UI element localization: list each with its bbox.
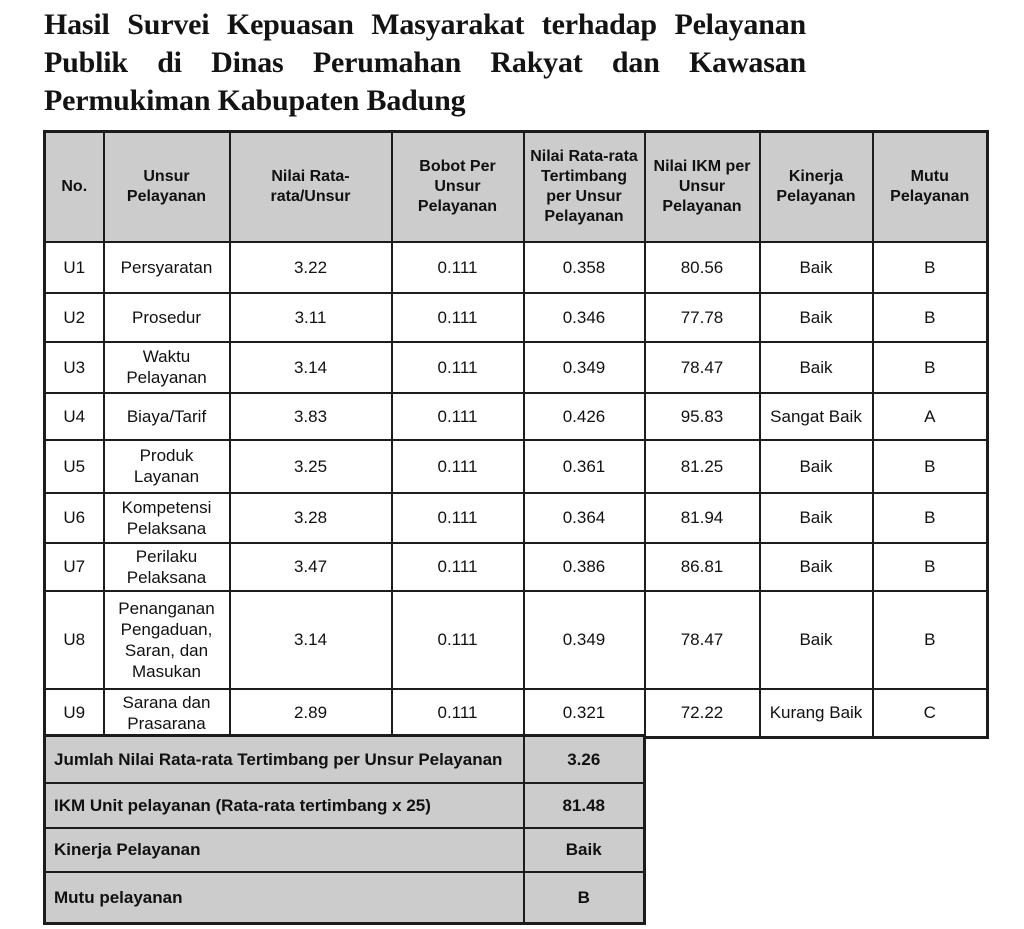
cell-ikm: 86.81 [645, 543, 760, 591]
cell-kinerja: Baik [760, 493, 873, 543]
summary-table [43, 734, 646, 925]
cell-unsur: Waktu Pelayanan [104, 342, 230, 393]
cell-unsur: Persyaratan [104, 242, 230, 293]
cell-nilai: 3.25 [230, 440, 392, 493]
cell-nilai: 3.14 [230, 342, 392, 393]
cell-unsur: Penanganan Pengaduan, Saran, dan Masukan [104, 591, 230, 689]
cell-tertimbang: 0.349 [524, 342, 645, 393]
summary-row-mutu [45, 872, 645, 924]
column-header-mutu: Mutu Pelayanan [873, 132, 988, 242]
cell-unsur: Produk Layanan [104, 440, 230, 493]
summary-row-kinerja [45, 828, 645, 872]
table-row-u9 [45, 689, 988, 738]
cell-unsur: Biaya/Tarif [104, 393, 230, 440]
summary-label: Mutu pelayanan [45, 872, 524, 924]
cell-tertimbang: 0.358 [524, 242, 645, 293]
summary-label: IKM Unit pelayanan (Rata-rata tertimbang x 25) [45, 783, 524, 828]
cell-bobot: 0.111 [392, 342, 524, 393]
cell-mutu: B [873, 342, 988, 393]
cell-mutu: B [873, 493, 988, 543]
cell-no: U8 [45, 591, 104, 689]
summary-label: Kinerja Pelayanan [45, 828, 524, 872]
cell-nilai: 3.22 [230, 242, 392, 293]
table-row-u1 [45, 242, 988, 293]
column-header-nilai-ikm: Nilai IKM per Unsur Pelayanan [645, 132, 760, 242]
cell-no: U3 [45, 342, 104, 393]
summary-row-ikm-unit [45, 783, 645, 828]
cell-unsur: Sarana dan Prasarana [104, 689, 230, 738]
cell-kinerja: Baik [760, 543, 873, 591]
cell-kinerja: Sangat Baik [760, 393, 873, 440]
cell-kinerja: Baik [760, 440, 873, 493]
summary-label: Jumlah Nilai Rata-rata Tertimbang per Unsur Pelayanan [45, 736, 524, 783]
header-row [45, 132, 988, 242]
table-row-u5 [45, 440, 988, 493]
cell-nilai: 2.89 [230, 689, 392, 738]
cell-tertimbang: 0.364 [524, 493, 645, 543]
document-title: Hasil Survei Kepuasan Masyarakat terhadap Pelayanan Publik di Dinas Perumahan Rakyat dan Kawasan Permukiman Kabupaten Badung [44, 8, 806, 117]
cell-tertimbang: 0.349 [524, 591, 645, 689]
column-header-kinerja: Kinerja Pelayanan [760, 132, 873, 242]
cell-ikm: 95.83 [645, 393, 760, 440]
summary-value: 3.26 [524, 736, 645, 783]
cell-unsur: Prosedur [104, 293, 230, 342]
cell-bobot: 0.111 [392, 440, 524, 493]
cell-mutu: B [873, 543, 988, 591]
cell-no: U2 [45, 293, 104, 342]
table-row-u7 [45, 543, 988, 591]
ikm-survey-table [43, 130, 989, 739]
cell-unsur: Kompetensi Pelaksana [104, 493, 230, 543]
cell-tertimbang: 0.361 [524, 440, 645, 493]
cell-ikm: 81.94 [645, 493, 760, 543]
column-header-unsur-pelayanan: Unsur Pelayanan [104, 132, 230, 242]
table-row-u4 [45, 393, 988, 440]
cell-nilai: 3.83 [230, 393, 392, 440]
cell-no: U6 [45, 493, 104, 543]
cell-tertimbang: 0.321 [524, 689, 645, 738]
cell-ikm: 77.78 [645, 293, 760, 342]
column-header-bobot: Bobot Per Unsur Pelayanan [392, 132, 524, 242]
cell-ikm: 81.25 [645, 440, 760, 493]
cell-mutu: C [873, 689, 988, 738]
cell-kinerja: Baik [760, 293, 873, 342]
column-header-tertimbang: Nilai Rata-rata Tertimbang per Unsur Pelayanan [524, 132, 645, 242]
cell-kinerja: Baik [760, 242, 873, 293]
cell-mutu: B [873, 293, 988, 342]
summary-value: Baik [524, 828, 645, 872]
cell-bobot: 0.111 [392, 493, 524, 543]
cell-no: U1 [45, 242, 104, 293]
cell-unsur: Perilaku Pelaksana [104, 543, 230, 591]
cell-bobot: 0.111 [392, 543, 524, 591]
table-row-u6 [45, 493, 988, 543]
table-row-u2 [45, 293, 988, 342]
cell-bobot: 0.111 [392, 689, 524, 738]
cell-nilai: 3.14 [230, 591, 392, 689]
table-row-u3 [45, 342, 988, 393]
cell-no: U9 [45, 689, 104, 738]
summary-value: B [524, 872, 645, 924]
cell-mutu: A [873, 393, 988, 440]
column-header-nilai-rata-rata: Nilai Rata-rata/Unsur [230, 132, 392, 242]
cell-bobot: 0.111 [392, 393, 524, 440]
cell-mutu: B [873, 440, 988, 493]
cell-kinerja: Kurang Baik [760, 689, 873, 738]
cell-kinerja: Baik [760, 342, 873, 393]
cell-nilai: 3.28 [230, 493, 392, 543]
table-row-u8 [45, 591, 988, 689]
cell-tertimbang: 0.346 [524, 293, 645, 342]
cell-bobot: 0.111 [392, 591, 524, 689]
cell-bobot: 0.111 [392, 242, 524, 293]
cell-nilai: 3.11 [230, 293, 392, 342]
cell-ikm: 72.22 [645, 689, 760, 738]
cell-bobot: 0.111 [392, 293, 524, 342]
summary-value: 81.48 [524, 783, 645, 828]
cell-tertimbang: 0.426 [524, 393, 645, 440]
cell-ikm: 80.56 [645, 242, 760, 293]
cell-tertimbang: 0.386 [524, 543, 645, 591]
cell-no: U4 [45, 393, 104, 440]
cell-mutu: B [873, 242, 988, 293]
cell-no: U7 [45, 543, 104, 591]
cell-nilai: 3.47 [230, 543, 392, 591]
cell-kinerja: Baik [760, 591, 873, 689]
cell-no: U5 [45, 440, 104, 493]
summary-row-jumlah-tertimbang [45, 736, 645, 783]
cell-ikm: 78.47 [645, 591, 760, 689]
column-header-no: No. [45, 132, 104, 242]
cell-mutu: B [873, 591, 988, 689]
cell-ikm: 78.47 [645, 342, 760, 393]
